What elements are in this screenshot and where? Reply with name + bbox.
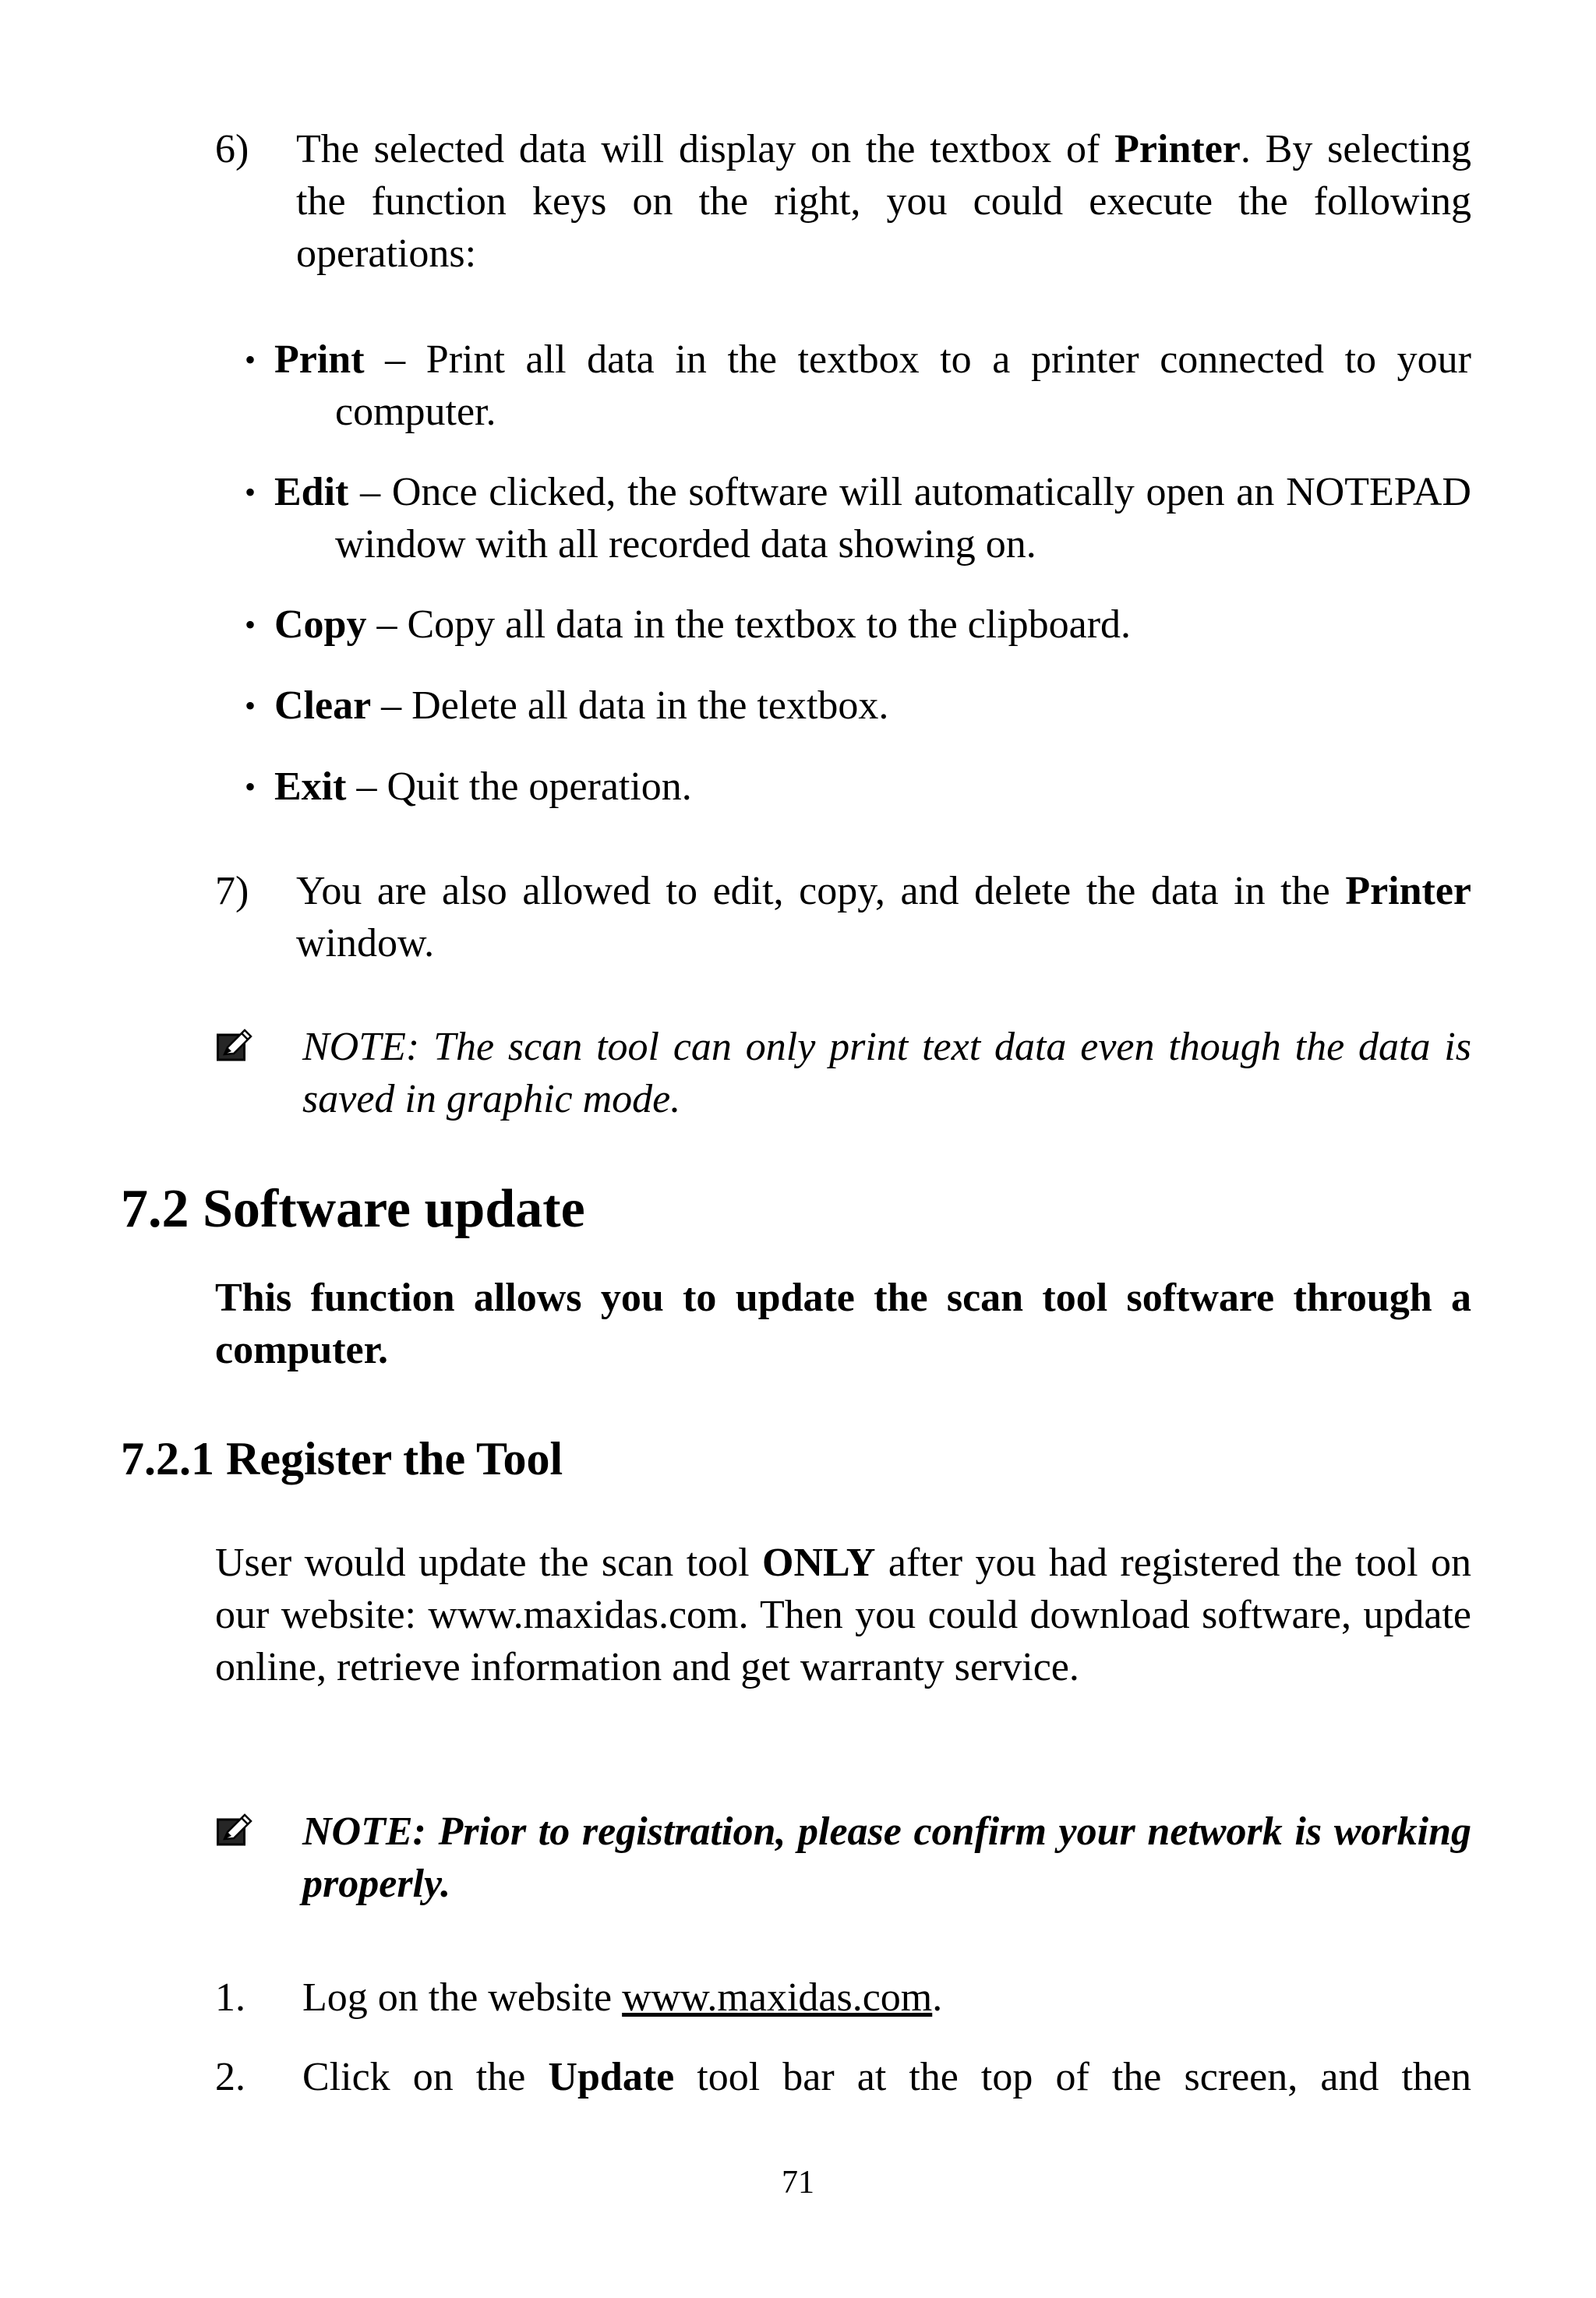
section-heading: 7.2 Software update	[121, 1179, 585, 1239]
bullet-clear-term: Clear	[274, 683, 372, 728]
note-1-body: : The scan tool can only print text data even though the data is saved in graphic mode.	[302, 1025, 1471, 1121]
bullet-copy-text: – Copy all data in the textbox to the clipboard.	[366, 602, 1132, 647]
subsection-para-b: after you had registered the tool on our website: www.maxidas.com. Then you could download software, update online, retrieve information and get warranty service.	[215, 1541, 1471, 1689]
step-6-text	[296, 123, 1471, 280]
step-2-text	[302, 2051, 1471, 2103]
bullet-print	[274, 334, 1471, 438]
step-7-text	[296, 865, 1471, 969]
step-2-text-a: Click on the	[302, 2055, 549, 2099]
step-1-number: 1.	[215, 1975, 245, 2020]
bullet-edit-text: – Once clicked, the software will automatically open an NOTEPAD window with all recorded data showing on.	[335, 470, 1471, 567]
bullet-clear-text: – Delete all data in the textbox.	[371, 683, 889, 728]
bullet-dot-print: •	[245, 342, 256, 377]
bullet-edit	[274, 466, 1471, 570]
note-2-text: NOTE: Prior to registration, please confirm your network is working properly.	[302, 1809, 1471, 1906]
bullet-dot-clear: •	[245, 688, 256, 723]
note-1-text	[302, 1021, 1471, 1125]
step-7-text-a: You are also allowed to edit, copy, and delete the data in the	[296, 869, 1346, 913]
bullet-dot-exit: •	[245, 769, 256, 804]
step-7-text-b: window.	[296, 921, 435, 965]
step-6-text-b: . By selecting the function keys on the right, you could execute the following operations:	[296, 127, 1471, 276]
step-6-printer-term: Printer	[1114, 127, 1241, 171]
step-1-text-b: .	[932, 1975, 943, 2020]
bullet-dot-copy: •	[245, 607, 256, 642]
note-pencil-icon-2	[217, 1813, 252, 1846]
step-6-number: 6)	[215, 127, 249, 171]
bullet-print-term: Print	[274, 337, 365, 382]
step-2-number: 2.	[215, 2055, 245, 2099]
subsection-heading: 7.2.1 Register the Tool	[121, 1433, 563, 1484]
bullet-exit-term: Exit	[274, 764, 347, 809]
step-7-number: 7)	[215, 869, 249, 913]
bullet-exit-text: – Quit the operation.	[346, 764, 692, 809]
step-7-printer-term: Printer	[1345, 869, 1471, 913]
note-1-label: NOTE	[302, 1025, 406, 1069]
bullet-edit-term: Edit	[274, 470, 349, 514]
step-1-text-a: Log on the website	[302, 1975, 623, 2020]
subsection-paragraph	[215, 1537, 1471, 1693]
section-intro: This function allows you to update the scan tool software through a computer.	[215, 1276, 1471, 1372]
note-pencil-icon	[217, 1029, 252, 1061]
step-6-text-a: The selected data will display on the textbox of	[296, 127, 1115, 171]
page-number: 71	[782, 2165, 814, 2201]
bullet-exit	[274, 761, 1471, 813]
subsection-only-term: ONLY	[762, 1541, 876, 1585]
subsection-para-a: User would update the scan tool	[215, 1541, 762, 1585]
step-2-text-b: tool bar at the top of the screen, and then	[674, 2055, 1472, 2099]
maxidas-website-link[interactable]: www.maxidas.com	[622, 1975, 933, 2020]
bullet-print-text: – Print all data in the textbox to a printer connected to your computer.	[335, 337, 1471, 434]
bullet-copy	[274, 598, 1471, 651]
bullet-dot-edit: •	[245, 475, 256, 510]
bullet-clear	[274, 680, 1471, 732]
bullet-copy-term: Copy	[274, 602, 367, 647]
step-1-text	[302, 1971, 1471, 2024]
step-2-update-term: Update	[548, 2055, 675, 2099]
